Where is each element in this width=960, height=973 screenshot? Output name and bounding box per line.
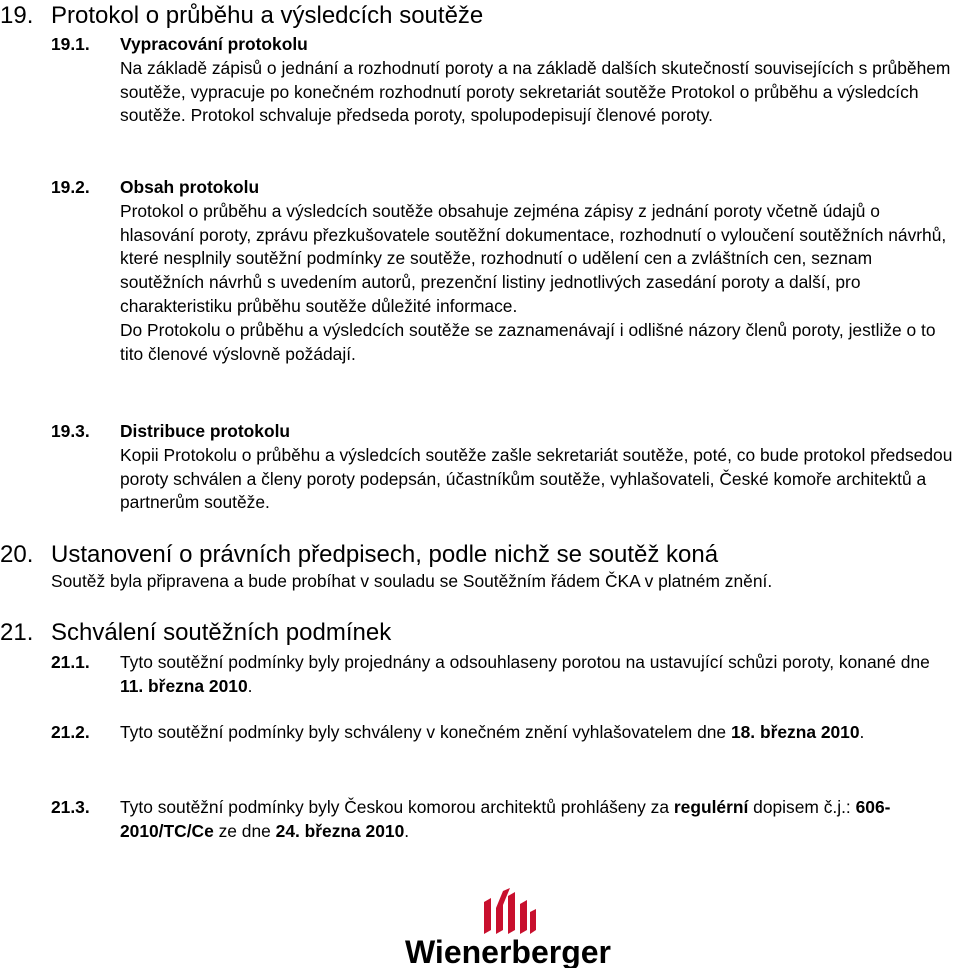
paragraph xyxy=(120,651,956,699)
paragraph: Protokol o průběhu a výsledcích soutěže obsahuje zejména zápisy z jednání poroty včetně údajů o hlasování poroty, zprávu přezkušovatele soutěžní dokumentace, rozhodnutí o vyloučení soutěžních návrhů, které nesplnily soutěžní podmínky ze soutěže, rozhodnutí o udělení cen a zvláštních cen, seznam soutěžních návrhů s uvedením autorů, prezenční listiny jednotlivých zasedání poroty a další, pro charakteristiku průběhu soutěže důležité informace. xyxy=(120,200,947,316)
section-title: Ustanovení o právních předpisech, podle nichž se soutěž koná xyxy=(51,541,719,568)
subsection-19-2 xyxy=(51,176,956,366)
reference-number: 606- 2010/TC/Ce xyxy=(120,797,891,841)
date: 24. března 2010 xyxy=(275,820,405,841)
subsection-19-1 xyxy=(51,33,956,128)
subsection-number: 19.1. xyxy=(51,34,90,54)
subsection-number: 21.3. xyxy=(51,797,90,817)
text: dopisem č.j.: xyxy=(748,797,856,817)
subsection-title: Distribuce protokolu xyxy=(120,421,291,441)
section-number: 20. xyxy=(0,541,34,568)
subsection-title: Obsah protokolu xyxy=(120,177,260,197)
paragraph: Na základě zápisů o jednání a rozhodnutí poroty a na základě dalších skutečností souvisejících s průběhem soutěže, vypracuje po konečném rozhodnutí poroty sekretariát soutěže Protokol o průběhu a výsledcích soutěže. Protokol schvaluje předseda poroty, spolupodepisují členové poroty. xyxy=(120,57,951,126)
text: ze dne xyxy=(213,820,276,841)
text: . xyxy=(247,675,253,696)
section-20-text: Soutěž byla připravena a bude probíhat v souladu se Soutěžním řádem ČKA v platném znění. xyxy=(51,571,773,591)
paragraph: Kopii Protokolu o průběhu a výsledcích soutěže zašle sekretariát soutěže, poté, co bude protokol předsedou poroty schválen a členy poroty podepsán, účastníkům soutěže, vyhlašovateli, České komoře architektů a partnerům soutěže. xyxy=(120,444,953,513)
section-20-heading xyxy=(0,541,718,569)
emphasis: regulérní xyxy=(673,797,749,817)
text: . xyxy=(859,722,865,742)
subsection-number: 19.2. xyxy=(51,177,90,197)
text: Tyto soutěžní podmínky byly projednány a odsouhlaseny porotou na ustavující schůzi poroty, konané dne xyxy=(120,652,930,672)
text: Tyto soutěžní podmínky byly Českou komorou architektů prohlášeny za xyxy=(120,797,674,817)
paragraph xyxy=(120,796,956,844)
section-21-heading xyxy=(0,619,391,647)
logo-text: Wienerberger xyxy=(405,934,611,968)
text: . xyxy=(404,820,410,841)
subsection-number: 21.2. xyxy=(51,722,90,742)
section-title: Protokol o průběhu a výsledcích soutěže xyxy=(51,2,484,29)
section-number: 19. xyxy=(0,2,34,29)
section-title: Schválení soutěžních podmínek xyxy=(51,619,392,646)
subsection-number: 21.1. xyxy=(51,652,90,672)
subsection-21-2 xyxy=(51,721,956,745)
text: Tyto soutěžní podmínky byly schváleny v konečném znění vyhlašovatelem dne xyxy=(120,722,731,742)
date: 18. března 2010 xyxy=(730,722,860,742)
wienerberger-logo-mark-icon xyxy=(390,888,626,968)
subsection-21-1 xyxy=(51,651,956,699)
section-number: 21. xyxy=(0,619,34,646)
wienerberger-logo xyxy=(390,888,626,968)
subsection-title: Vypracování protokolu xyxy=(120,34,308,54)
section-19-heading xyxy=(0,2,483,30)
subsection-19-3 xyxy=(51,420,956,515)
date: 11. března 2010 xyxy=(120,675,248,696)
subsection-21-3 xyxy=(51,796,956,844)
paragraph: Do Protokolu o průběhu a výsledcích soutěže se zaznamenávají i odlišné názory členů poroty, jestliže o to tito členové výslovně požádají. xyxy=(120,319,936,364)
subsection-number: 19.3. xyxy=(51,421,90,441)
paragraph xyxy=(120,721,956,745)
